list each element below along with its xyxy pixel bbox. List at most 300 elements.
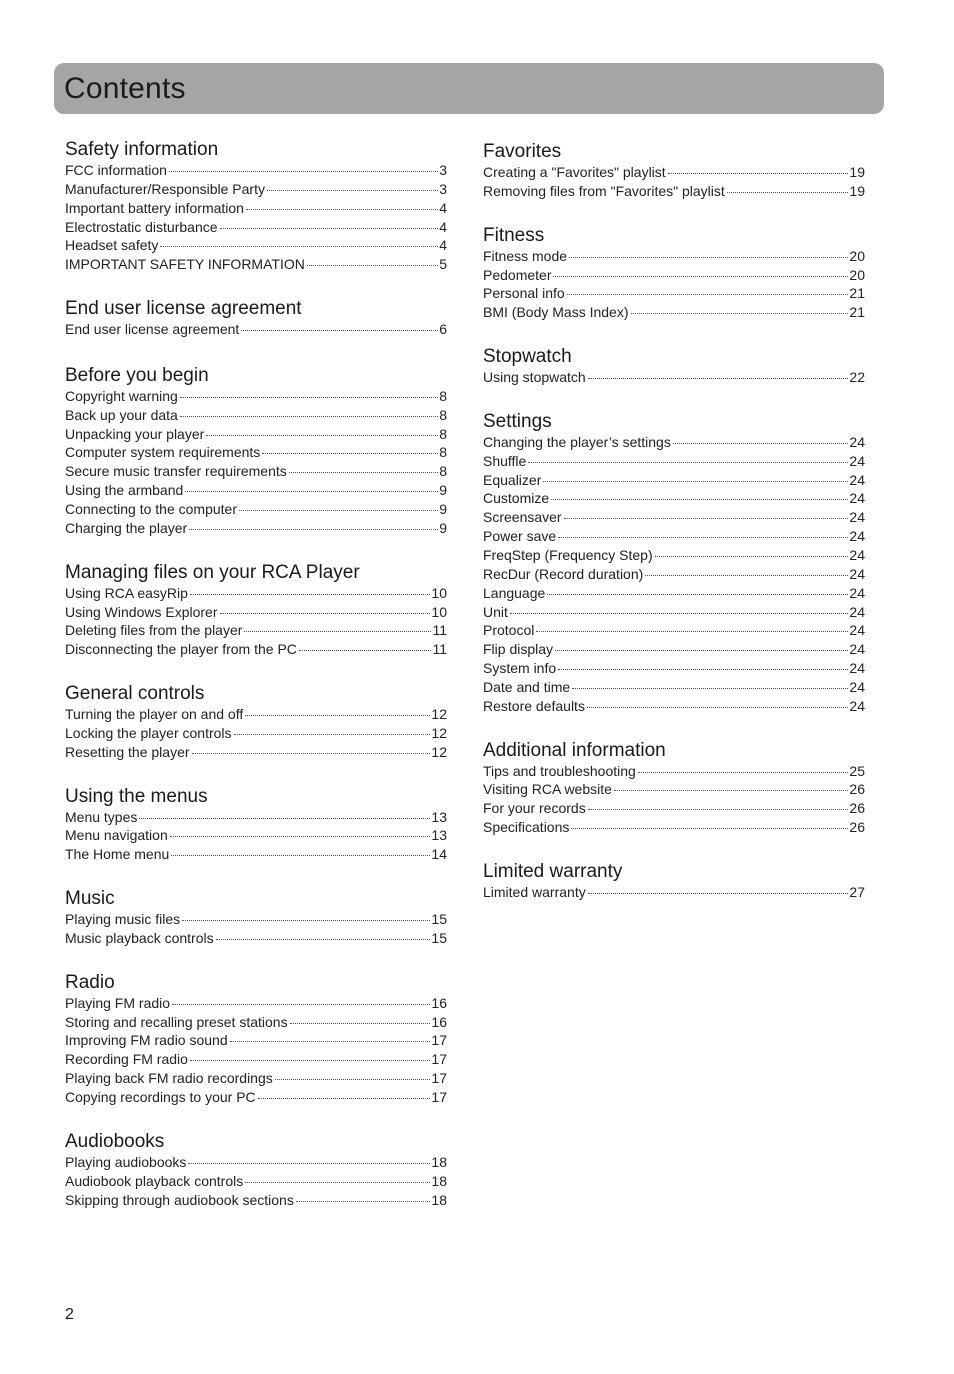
toc-entry-page: 9 [439,500,447,517]
toc-entry-page: 9 [439,519,447,536]
section-heading: Favorites [483,141,562,162]
dot-leader [220,613,431,614]
toc-entry[interactable] [65,603,447,622]
toc-entry[interactable] [483,584,865,603]
toc-section-radio [65,972,447,1107]
dot-leader [645,575,848,576]
toc-entry-title: The Home menu [65,846,170,863]
section-heading: Stopwatch [483,346,572,368]
toc-entry[interactable] [65,910,447,929]
toc-entry[interactable] [65,584,447,603]
dot-leader [727,192,849,193]
toc-entry-title: Locking the player controls [65,724,232,741]
section-heading: Settings [483,410,552,432]
toc-section-audiobooks [65,1131,447,1210]
toc-entry-title: Audiobook playback controls [65,1172,244,1189]
toc-entry-page: 24 [849,641,865,658]
toc-entry-title: Headset safety [65,237,159,254]
toc-entry[interactable] [65,425,447,444]
dot-leader [220,228,439,229]
dot-leader [558,537,848,538]
toc-entry-page: 22 [849,369,865,386]
dot-leader [171,855,430,856]
toc-entry-title: End user license agreement [65,321,240,338]
toc-entry[interactable] [65,1088,447,1107]
dot-leader [555,650,848,651]
dot-leader [536,631,848,632]
toc-entry-title: System info [483,660,557,677]
toc-entry-title: Secure music transfer requirements [65,463,287,480]
toc-entry[interactable] [483,508,865,527]
toc-entry[interactable] [483,433,865,452]
toc-entry[interactable] [483,883,865,902]
toc-entry-title: Using Windows Explorer [65,603,218,620]
toc-entry-title: For your records [483,800,586,817]
toc-entry[interactable] [483,452,865,471]
dot-leader [246,209,438,210]
toc-entry-page: 13 [431,808,447,825]
toc-entry[interactable] [483,818,865,837]
dot-leader [290,1023,431,1024]
toc-entry-page: 8 [439,444,447,461]
toc-entry-page: 6 [439,321,447,338]
dot-leader [588,378,849,379]
toc-entry[interactable] [65,255,447,274]
section-heading: Using the menus [65,785,208,807]
dot-leader [569,257,848,258]
toc-entry[interactable] [483,489,865,508]
dot-leader [275,1079,431,1080]
toc-entry-page: 10 [431,584,447,601]
toc-entry[interactable] [65,443,447,462]
toc-entry-title: Flip display [483,641,554,658]
header-bar [54,63,884,114]
toc-entry[interactable] [483,799,865,818]
toc-entry-title: Specifications [483,819,570,836]
toc-entry-page: 20 [849,247,865,264]
toc-entry-page: 19 [849,164,865,180]
toc-entry-title: Visiting RCA website [483,781,612,798]
toc-entry-title: Power save [483,528,557,545]
toc-entry-page: 24 [849,471,865,488]
toc-column-left [65,139,447,1209]
toc-entry-title: Important battery information [65,199,244,216]
dot-leader [234,734,431,735]
toc-entry-title: Deleting files from the player [65,622,243,639]
toc-entry-title: Music playback controls [65,929,214,946]
toc-entry-title: Recording FM radio [65,1051,188,1068]
dot-leader [571,828,848,829]
toc-entry-title: Creating a "Favorites" playlist [483,164,666,180]
dot-leader [244,631,431,632]
dot-leader [655,556,849,557]
toc-entry-page: 21 [849,304,865,321]
toc-entry-title: Electrostatic disturbance [65,218,218,235]
toc-entry-title: Changing the player’s settings [483,433,671,450]
toc-entry[interactable] [483,368,865,387]
toc-entry-page: 26 [849,800,865,817]
toc-entry[interactable] [65,236,447,255]
toc-entry-title: Personal info [483,285,565,302]
dot-leader [564,518,849,519]
toc-section-favorites [483,141,865,201]
toc-entry[interactable] [65,1172,447,1191]
toc-entry-page: 24 [849,660,865,677]
dot-leader [192,753,431,754]
section-heading: General controls [65,683,205,705]
toc-entry-title: Storing and recalling preset stations [65,1013,288,1030]
toc-section-safety-information [65,139,447,274]
dot-leader [160,246,438,247]
dot-leader [558,669,848,670]
dot-leader [587,707,848,708]
section-heading: Before you begin [65,364,209,386]
toc-entry-list [483,762,865,837]
toc-section-fitness [483,225,865,322]
toc-entry-list [65,387,447,538]
toc-entry-page: 4 [439,237,447,254]
toc-entry-title: Back up your data [65,406,178,423]
toc-entry[interactable] [483,266,865,285]
section-heading: Audiobooks [65,1130,165,1152]
toc-entry[interactable] [483,678,865,697]
dot-leader [239,510,438,511]
dot-leader [169,171,438,172]
toc-entry-list [483,247,865,322]
toc-entry-title: Equalizer [483,471,542,488]
toc-entry[interactable] [483,182,865,201]
toc-entry-title: Shuffle [483,452,527,469]
toc-entry-list [65,705,447,762]
dot-leader [185,491,438,492]
dot-leader [528,462,848,463]
dot-leader [543,481,848,482]
toc-entry-title: Playing FM radio [65,994,171,1011]
dot-leader [241,330,438,331]
toc-entry-page: 12 [431,724,447,741]
toc-entry[interactable] [483,163,865,182]
toc-entry-list [65,808,447,865]
toc-entry-page: 17 [431,1051,447,1068]
toc-entry[interactable] [483,603,865,622]
section-heading: End user license agreement [65,298,302,320]
toc-entry-page: 3 [439,180,447,197]
toc-entry-page: 11 [432,641,447,658]
toc-entry-title: Customize [483,490,550,507]
toc-section-managing-files-on-your-rca-player [65,562,447,659]
toc-entry-title: Resetting the player [65,743,190,760]
toc-section-additional-information [483,740,865,837]
toc-section-before-you-begin [65,365,447,538]
toc-entry[interactable] [483,640,865,659]
toc-entry[interactable] [65,218,447,237]
toc-entry-page: 8 [439,387,447,404]
toc-entry-page: 24 [849,452,865,469]
toc-entry-title: Charging the player [65,519,188,536]
toc-entry-page: 14 [431,846,447,863]
toc-entry[interactable] [65,500,447,519]
toc-entry-page: 24 [849,697,865,714]
toc-entry-title: Menu navigation [65,827,168,844]
toc-entry-list [483,163,865,201]
toc-entry-list [65,994,447,1107]
dot-leader [188,1163,430,1164]
dot-leader [631,313,849,314]
dot-leader [172,1004,430,1005]
dot-leader [267,190,438,191]
toc-entry-page: 18 [431,1153,447,1170]
toc-entry-title: Playing music files [65,911,181,928]
dot-leader [190,594,430,595]
toc-entry[interactable] [65,462,447,481]
dot-leader [588,893,849,894]
toc-entry-page: 24 [849,490,865,507]
toc-entry-title: Manufacturer/Responsible Party [65,180,265,197]
toc-entry[interactable] [483,247,865,266]
dot-leader [614,790,849,791]
toc-entry-title: Disconnecting the player from the PC [65,641,297,658]
toc-entry-title: Copyright warning [65,387,178,404]
toc-entry-page: 24 [849,678,865,695]
toc-entry-page: 17 [431,1089,447,1105]
dot-leader [189,529,438,530]
toc-entry-title: Fitness mode [483,247,568,264]
toc-entry-title: Skipping through audiobook sections [65,1191,294,1208]
dot-leader [299,650,432,651]
toc-entry-page: 3 [439,162,447,178]
toc-entry-page: 18 [431,1191,447,1208]
toc-entry-title: Turning the player on and off [65,706,244,723]
toc-entry-page: 24 [849,622,865,639]
toc-entry-list [65,161,447,274]
toc-entry-list [65,584,447,659]
dot-leader [262,453,438,454]
dot-leader [182,920,430,921]
toc-entry-list [483,368,865,387]
toc-entry[interactable] [65,1191,447,1210]
toc-entry-title: Date and time [483,678,571,695]
toc-entry-title: Pedometer [483,266,552,283]
toc-entry-page: 10 [431,603,447,620]
toc-entry-page: 21 [849,285,865,302]
toc-entry-page: 13 [431,827,447,844]
dot-leader [307,265,438,266]
toc-entry-page: 8 [439,463,447,480]
toc-column-right [483,141,865,902]
toc-entry[interactable] [65,406,447,425]
toc-entry-list [483,433,865,716]
toc-entry[interactable] [65,387,447,406]
toc-entry[interactable] [483,565,865,584]
toc-entry[interactable] [65,1013,447,1032]
toc-section-stopwatch [483,346,865,387]
toc-entry-page: 17 [431,1032,447,1049]
toc-entry-title: Improving FM radio sound [65,1032,228,1049]
dot-leader [180,416,438,417]
toc-entry-title: Tips and troubleshooting [483,762,636,779]
dot-leader [190,1060,430,1061]
section-heading: Managing files on your RCA Player [65,561,360,583]
toc-entry-list [65,320,447,339]
toc-entry-page: 12 [431,743,447,760]
toc-entry-page: 16 [431,994,447,1011]
toc-entry-title: Unpacking your player [65,425,205,442]
toc-entry[interactable] [65,1153,447,1172]
dot-leader [289,472,438,473]
toc-section-using-the-menus [65,786,447,865]
toc-entry-page: 11 [432,622,447,639]
toc-entry[interactable] [65,519,447,538]
toc-entry-page: 26 [849,781,865,798]
toc-entry[interactable] [65,826,447,845]
dot-leader [567,294,849,295]
toc-entry-page: 25 [849,762,865,779]
toc-section-limited-warranty [483,861,865,902]
toc-entry[interactable] [65,640,447,659]
toc-entry[interactable] [65,705,447,724]
toc-entry-title: Connecting to the computer [65,500,237,517]
toc-entry[interactable] [65,180,447,199]
page-title: Contents [64,72,186,105]
toc-entry-page: 24 [849,433,865,450]
toc-entry[interactable] [65,481,447,500]
toc-entry[interactable] [65,994,447,1013]
toc-entry[interactable] [483,527,865,546]
dot-leader [180,397,438,398]
dot-leader [673,443,849,444]
toc-entry[interactable] [483,471,865,490]
toc-entry-page: 24 [849,528,865,545]
toc-entry-title: Menu types [65,808,138,825]
toc-entry[interactable] [65,743,447,762]
toc-entry-title: Unit [483,603,508,620]
toc-entry-title: Screensaver [483,509,562,526]
toc-entry-title: Language [483,584,546,601]
toc-entry-page: 18 [431,1172,447,1189]
toc-entry[interactable] [65,808,447,827]
toc-entry-page: 16 [431,1013,447,1030]
toc-entry[interactable] [483,284,865,303]
dot-leader [572,688,848,689]
toc-entry-list [65,910,447,948]
page-number: 2 [65,1306,74,1323]
toc-entry-page: 4 [439,199,447,216]
dot-leader [170,836,431,837]
toc-entry-page: 20 [849,266,865,283]
dot-leader [245,715,430,716]
toc-section-general-controls [65,683,447,762]
section-heading: Additional information [483,739,666,761]
toc-entry-title: Using the armband [65,482,184,499]
toc-entry-page: 24 [849,584,865,601]
toc-entry-page: 19 [849,182,865,199]
section-heading: Radio [65,971,115,993]
toc-entry-page: 17 [431,1070,447,1087]
dot-leader [230,1041,431,1042]
toc-entry-page: 12 [431,706,447,723]
dot-leader [206,435,438,436]
toc-entry[interactable] [65,1031,447,1050]
toc-entry[interactable] [483,303,865,322]
section-heading: Safety information [65,139,219,160]
toc-entry[interactable] [483,546,865,565]
toc-entry-title: FreqStep (Frequency Step) [483,546,653,563]
toc-section-end-user-license-agreement [65,298,447,339]
dot-leader [553,276,848,277]
toc-entry-list [483,883,865,902]
dot-leader [551,499,848,500]
toc-entry-page: 24 [849,603,865,620]
toc-entry-title: Computer system requirements [65,444,261,461]
toc-entry-page: 9 [439,482,447,499]
toc-entry[interactable] [65,621,447,640]
toc-section-settings [483,411,865,716]
toc-entry-list [65,1153,447,1210]
toc-entry-title: Protocol [483,622,535,639]
toc-entry-page: 24 [849,565,865,582]
toc-entry-title: Copying recordings to your PC [65,1089,256,1105]
dot-leader [588,809,849,810]
toc-entry-title: Limited warranty [483,883,586,900]
toc-entry[interactable] [483,697,865,716]
toc-entry[interactable] [483,762,865,781]
toc-entry-page: 26 [849,819,865,836]
toc-entry[interactable] [65,161,447,180]
dot-leader [216,939,431,940]
toc-entry[interactable] [65,845,447,864]
toc-entry-page: 24 [849,509,865,526]
dot-leader [547,594,848,595]
toc-entry-page: 8 [439,425,447,442]
toc-entry-title: Using stopwatch [483,369,586,386]
toc-entry[interactable] [65,929,447,948]
section-heading: Music [65,888,115,910]
toc-entry[interactable] [483,659,865,678]
toc-entry-title: Playing audiobooks [65,1153,187,1170]
toc-entry[interactable] [65,1069,447,1088]
toc-entry-page: 15 [431,911,447,928]
toc-entry-title: Using RCA easyRip [65,584,188,601]
toc-entry-title: Playing back FM radio recordings [65,1070,273,1087]
toc-entry-page: 24 [849,546,865,563]
dot-leader [510,613,849,614]
section-heading: Limited warranty [483,860,623,882]
toc-entry[interactable] [65,199,447,218]
toc-section-music [65,888,447,948]
toc-entry-title: Restore defaults [483,697,585,714]
dot-leader [139,818,430,819]
dot-leader [668,173,849,174]
toc-entry-title: Removing files from "Favorites" playlist [483,182,725,199]
toc-entry[interactable] [65,1050,447,1069]
toc-entry-page: 4 [439,218,447,235]
toc-entry-page: 5 [439,256,447,273]
toc-entry-title: IMPORTANT SAFETY INFORMATION [65,256,305,273]
toc-entry-page: 15 [431,929,447,946]
toc-entry-title: RecDur (Record duration) [483,565,644,582]
dot-leader [296,1201,431,1202]
toc-entry[interactable] [65,724,447,743]
toc-entry[interactable] [483,780,865,799]
dot-leader [245,1182,430,1183]
dot-leader [258,1098,431,1099]
toc-entry-title: FCC information [65,162,167,178]
toc-entry[interactable] [483,621,865,640]
toc-entry-page: 27 [849,883,865,900]
toc-entry-page: 8 [439,406,447,423]
toc-entry-title: BMI (Body Mass Index) [483,304,629,321]
toc-entry[interactable] [65,320,447,339]
